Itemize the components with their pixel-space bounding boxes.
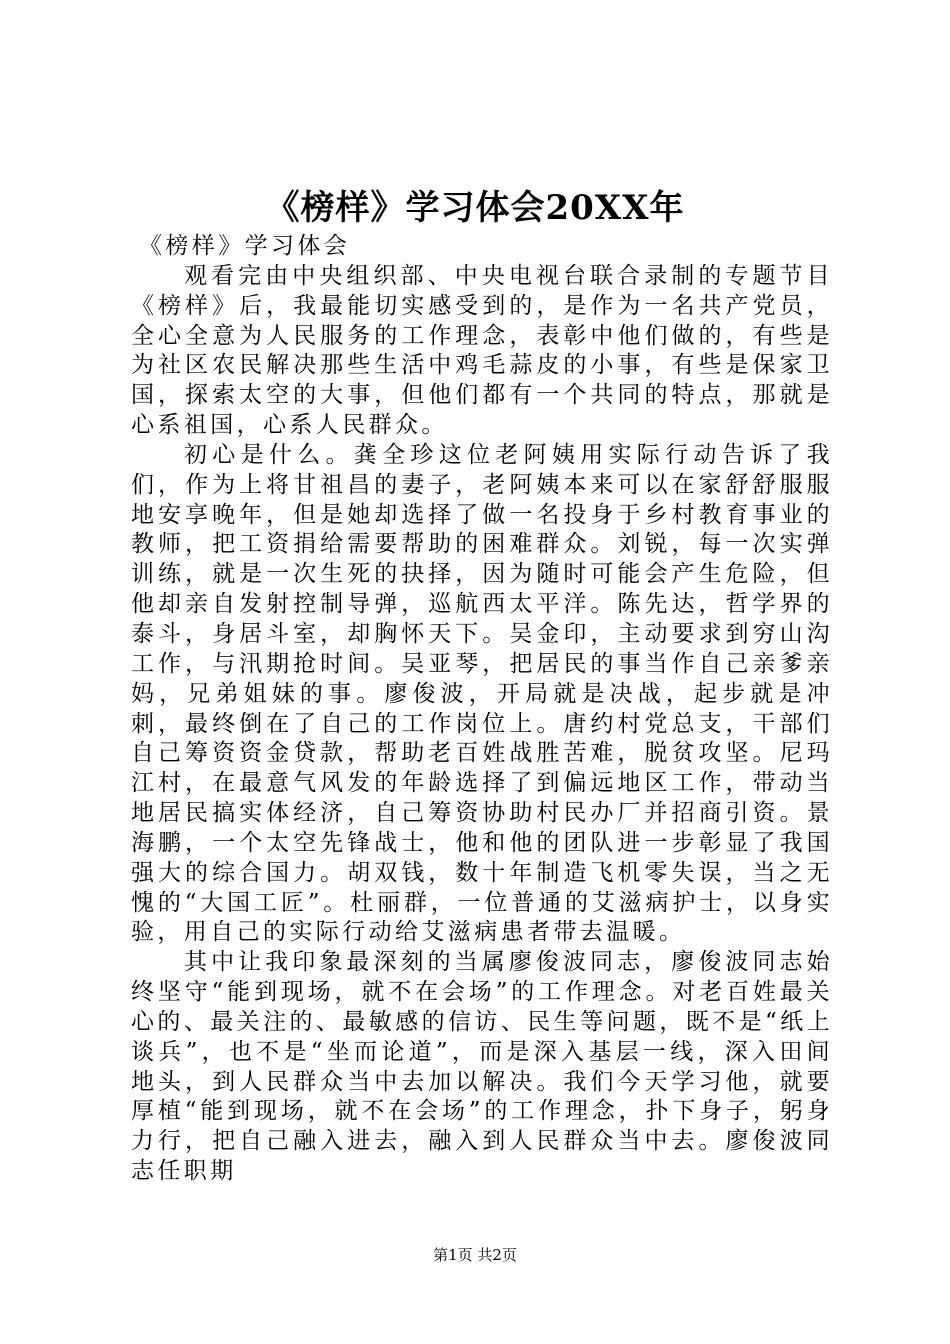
page-number-footer: 第1页 共2页	[433, 1246, 517, 1264]
paragraph-2: 初心是什么。龚全珍这位老阿姨用实际行动告诉了我们，作为上将甘祖昌的妻子，老阿姨本来可以在家舒舒服服地安享晚年，但是她却选择了做一名投身于乡村教育事业的教师，把工资捐给需要帮助的困难群众。刘锐，每一次实弹训练，就是一次生死的抉择，因为随时可能会产生危险，但他却亲自发射控制导弹，巡航西太平洋。陈先达，哲学界的泰斗，身居斗室，却胸怀天下。吴金印，主动要求到穷山沟工作，与汛期抢时间。吴亚琴，把居民的事当作自己亲爹亲妈，兄弟姐妹的事。廖俊波，开局就是决战，起步就是冲刺，最终倒在了自己的工作岗位上。唐约村党总支，干部们自己筹资资金贷款，帮助老百姓战胜苦难，脱贫攻坚。尼玛江村，在最意气风发的年龄选择了到偏远地区工作，带动当地居民搞实体经济，自己筹资协助村民办厂并招商引资。景海鹏，一个太空先锋战士，他和他的团队进一步彰显了我国强大的综合国力。胡双钱，数十年制造飞机零失误，当之无愧的“大国工匠”。杜丽群，一位普通的艾滋病护士，以身实验，用自己的实际行动给艾滋病患者带去温暖。	[131, 441, 833, 946]
paragraph-1: 观看完由中央组织部、中央电视台联合录制的专题节目《榜样》后，我最能切实感受到的，是作为一名共产党员，全心全意为人民服务的工作理念，表彰中他们做的，有些是为社区农民解决那些生活中鸡毛蒜皮的小事，有些是保家卫国，探索太空的大事，但他们都有一个共同的特点，那就是心系祖国，心系人民群众。	[131, 262, 833, 439]
document-subtitle: 《榜样》学习体会	[139, 233, 351, 259]
document-title: 《榜样》学习体会20XX年	[265, 188, 685, 228]
document-body	[131, 232, 833, 1187]
paragraph-3: 其中让我印象最深刻的当属廖俊波同志，廖俊波同志始终坚守“能到现场，就不在会场”的工作理念。对老百姓最关心的、最关注的、最敏感的信访、民生等问题，既不是“纸上谈兵”，也不是“坐而论道”，而是深入基层一线，深入田间地头，到人民群众当中去加以解决。我们今天学习他，就要厚植“能到现场，就不在会场”的工作理念，扑下身子，躬身力行，把自己融入进去，融入到人民群众当中去。廖俊波同志任职期	[131, 949, 833, 1185]
